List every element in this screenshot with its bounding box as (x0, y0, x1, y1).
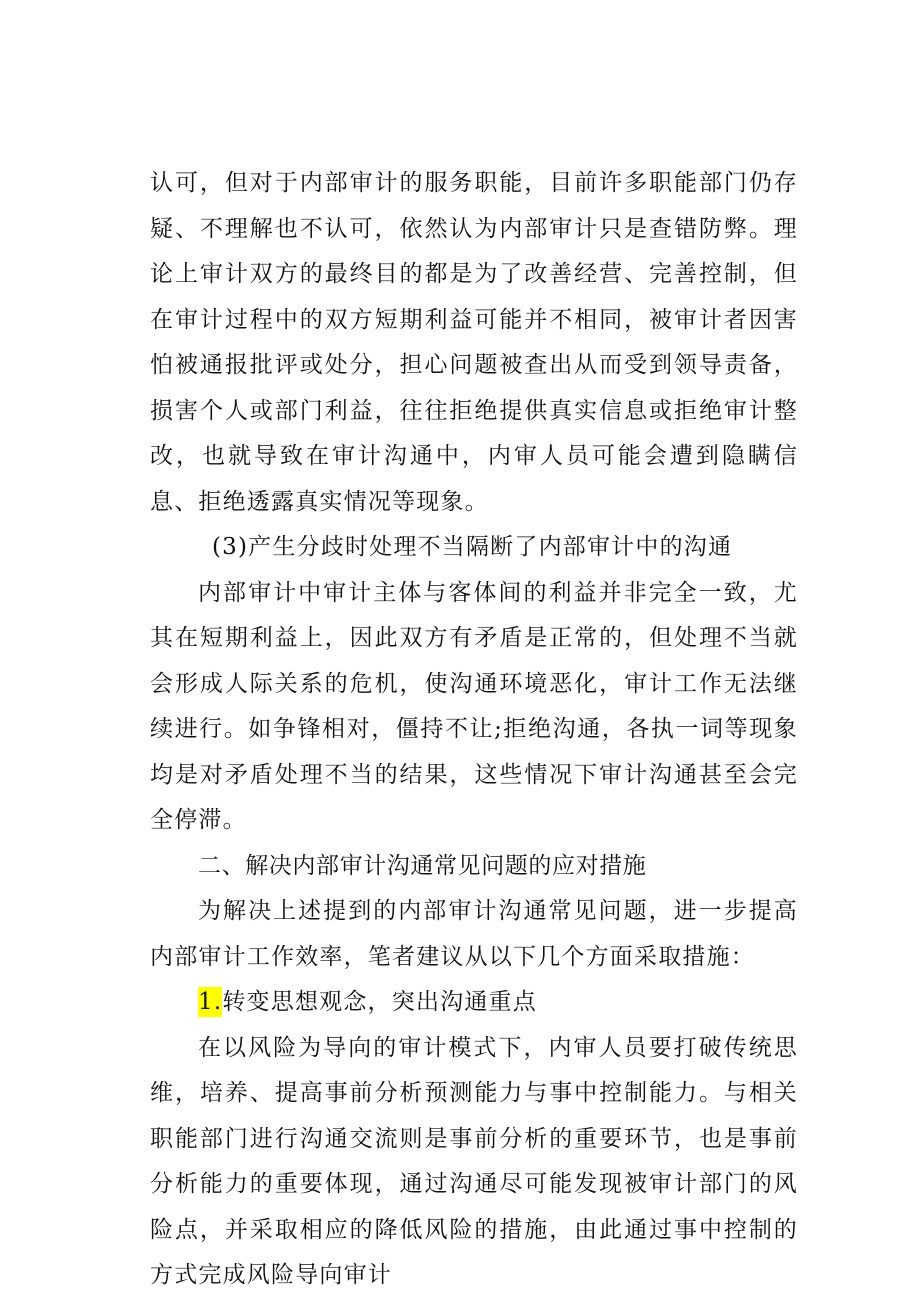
highlighted-number: 1. (198, 989, 223, 1015)
numbered-item-1-title: 转变思想观念，突出沟通重点 (222, 989, 537, 1015)
numbered-item-1 (150, 980, 798, 1026)
paragraph-risk-oriented: 在以风险为导向的审计模式下，内审人员要打破传统思维，培养、提高事前分析预测能力与事中控制能力。与相关职能部门进行沟通交流则是事前分析的重要环节，也是事前分析能力的重要体现，通过沟通尽可能发现被审计部门的风险点，并采取相应的降低风险的措施，由此通过事中控制的方式完成风险导向审计 (150, 1034, 798, 1288)
section-heading: 二、解决内部审计沟通常见问题的应对措施 (198, 852, 647, 879)
document-body (150, 161, 798, 1299)
paragraph-conflict-handling: 内部审计中审计主体与客体间的利益并非完全一致，尤其在短期利益上，因此双方有矛盾是正常的，但处理不当就会形成人际关系的危机，使沟通环境恶化，审计工作无法继续进行。如争锋相对，僵持不让;拒绝沟通，各执一词等现象均是对矛盾处理不当的结果，这些情况下审计沟通甚至会完全停滞。 (150, 579, 798, 833)
subheading-3: (3)产生分歧时处理不当隔断了内部审计中的沟通 (212, 534, 733, 560)
paragraph-measures-intro: 为解决上述提到的内部审计沟通常见问题，进一步提高内部审计工作效率，笔者建议从以下几个方面采取措施： (150, 898, 798, 970)
paragraph-continuation: 认可，但对于内部审计的服务职能，目前许多职能部门仍存疑、不理解也不认可，依然认为内部审计只是查错防弊。理论上审计双方的最终目的都是为了改善经营、完善控制，但在审计过程中的双方短期利益可能并不相同，被审计者因害怕被通报批评或处分，担心问题被查出从而受到领导责备，损害个人或部门利益，往往拒绝提供真实信息或拒绝审计整改，也就导致在审计沟通中，内审人员可能会遭到隐瞒信息、拒绝透露真实情况等现象。 (150, 170, 798, 515)
